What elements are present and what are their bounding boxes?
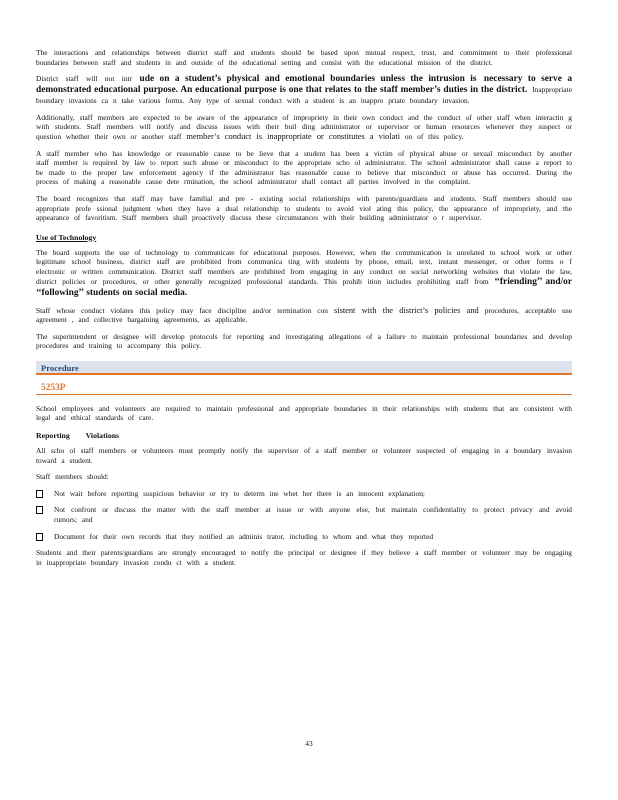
boundaries-text-a: District staff will not intr xyxy=(36,74,133,84)
paragraph-staff-should: Staff members should: xyxy=(36,472,109,482)
boundaries-text-d: Inappropriate boundary invasions ca n take various forms. Any type of sexual conduct with a student is an inappro priate boundary invasion. xyxy=(36,85,572,106)
boundaries-text-c: necessary to serve a demonstrated educational purpose. An educational purpose is one that relates to the staff member’s duties in the district. xyxy=(36,74,573,96)
procedure-code: 5253P xyxy=(36,381,572,395)
paragraph-interactions: The interactions and relationships between district staff and students should be based upon mutual respect, trust, and commitment to their professional boundaries between staff and students in and outside of the educational setting and consist with the educational mission of the district. xyxy=(36,48,572,67)
paragraph-employees: School employees and volunteers are required to maintain professional and appropriate boundaries in their relationships with students that are consistent with legal and ethical standards of care. xyxy=(36,403,572,423)
list-item xyxy=(36,505,572,524)
paragraph-technology xyxy=(36,248,572,299)
page-number: 43 xyxy=(305,739,313,748)
paragraph-abuse-reporting: A staff member who has knowledge or reasonable cause to be lieve that a student has been a victim of physical abuse or sexual misconduct by another staff member is required by law to report such abuse or misconduct to the appropriate scho ol administrator. The school administrator shall cause a report to be made to the proper law enforcement agency if the administrator has reasonable cause to believe that misconduct or abuse has occurred. During the process of making a reasonable cause dete rmination, the school administrator shall contact all parties involved in the complaint. xyxy=(36,148,572,187)
impropriety-text-b: member’s conduct is inappropriate or constitutes a violati xyxy=(186,131,401,141)
impropriety-text-c: on of this policy. xyxy=(404,131,464,141)
list-item-text: Not wait before reporting suspicious behavior or try to determ ine whet her there is an innocent explanation; xyxy=(54,488,425,498)
staff-should-list xyxy=(36,489,572,541)
boundaries-text-b: ude on a student’s physical and emotional boundaries unless the intrusion is xyxy=(139,74,477,85)
checkbox-bullet-icon xyxy=(36,533,43,541)
heading-use-of-technology: Use of Technology xyxy=(36,232,97,242)
procedure-heading: Procedure xyxy=(36,361,572,375)
impropriety-text-a: Additionally, staff members are expected to be aware of the appearance of impropriety in their own conduct and the conduct of other staff when interactin g with students. Staff members will notify and discuss issues with their buil ding administrator or supervisor or human resources whenever they suspect or question whether their own or another staff xyxy=(36,112,572,141)
discipline-text-a: Staff whose conduct violates this policy may face discipline and/or termination con xyxy=(36,305,328,315)
paragraph-impropriety xyxy=(36,113,572,142)
heading-reporting-violations: Reporting Violations xyxy=(36,431,120,441)
list-item xyxy=(36,489,572,499)
paragraph-protocols: The superintendent or designee will develop protocols for reporting and investigating allegations of a failure to maintain professional boundaries and develop procedures and training to accompany this policy. xyxy=(36,331,572,351)
paragraph-boundaries xyxy=(36,74,572,106)
technology-text-b: ‘‘friending’’ and/or ‘‘following’’ students on social media. xyxy=(36,276,572,298)
paragraph-notify: All scho ol staff members or volunteers must promptly notify the supervisor of a staff member or volunteer suspected of engaging in a boundary invasion toward a student. xyxy=(36,446,572,465)
checkbox-bullet-icon xyxy=(36,490,43,498)
discipline-text-c: procedures, acceptable use agreement , and collective bargaining agreements, as applicable. xyxy=(36,305,572,325)
paragraph-students-parents: Students and their parents/guardians are strongly encouraged to notify the principal or designee if they believe a staff member or volunteer may be engaging in inappropriate boundary invasion condu ct with a student. xyxy=(36,548,572,567)
technology-text-a: The board supports the use of technology to communicate for educational purposes. However, when the communication is unrelated to school work or other legitimate school business, district staff are prohibited from communica ting with students by phone, email, text, instant messenger, or other forms o f electronic or written communication. District staff members are prohibited from engaging in any conduct on social networking websites that violate the law, district policies or procedures, or other generally recognized professional standards. This prohib ition includes prohibiting staff from xyxy=(36,247,572,286)
paragraph-discipline xyxy=(36,306,572,325)
list-item-text: Document for their own records that they notified an adminis trator, including to whom and what they reported xyxy=(54,531,434,541)
list-item xyxy=(36,532,572,542)
list-item-text: Not confront or discuss the matter with the staff member at issue or with anyone else, but maintain confidentiality to protect privacy and avoid rumors; and xyxy=(54,505,572,525)
checkbox-bullet-icon xyxy=(36,506,43,514)
discipline-text-b: sistent with the district’s policies and xyxy=(333,305,479,315)
paragraph-relationships: The board recognizes that staff may have familial and pre - existing social relationships with parents/guardians and students. Staff members should use appropriate profe ssional judgment when they have a dual relationship to students to avoid viol ating this policy, the appearance of impropriety, and the appearance of favoritism. Staff members shall proactively discuss these circumstances with their building administrator o r supervisor. xyxy=(36,193,572,223)
